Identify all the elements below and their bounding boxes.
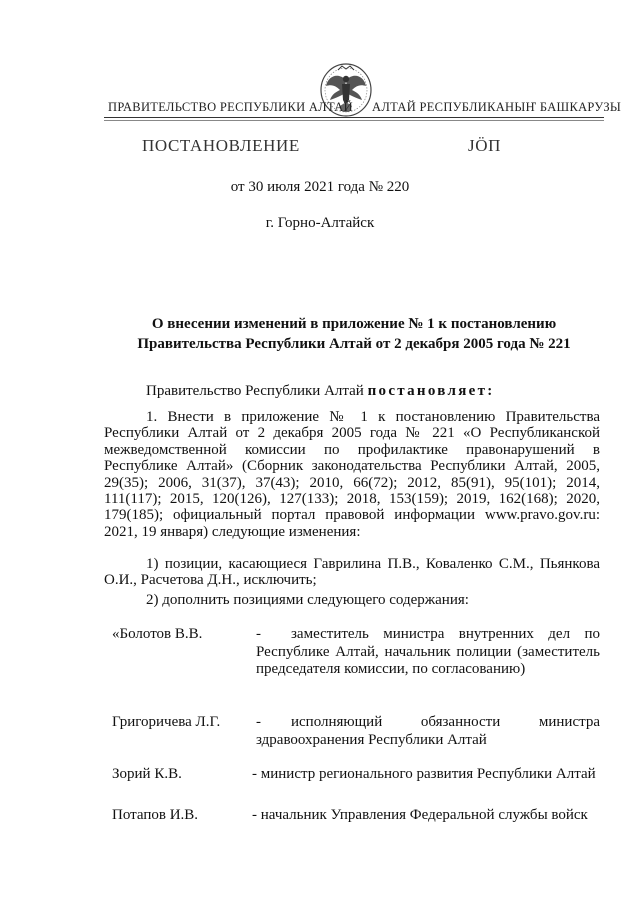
header-rule-secondary [104, 120, 604, 121]
member-role [256, 626, 600, 679]
member-role: - министр регионального развития Республики Алтай [252, 766, 596, 782]
member-name: Григоричева Л.Г. [112, 714, 221, 730]
member-role: - начальник Управления Федеральной службы войск [252, 807, 588, 823]
document-city: г. Горно-Алтайск [265, 215, 375, 231]
member-name: Потапов И.В. [112, 807, 199, 823]
doc-type-alt: ЈӦП [468, 136, 501, 155]
member-dash: - [256, 626, 261, 642]
member-name: «Болотов В.В. [112, 626, 203, 642]
government-title-alt: АЛТАЙ РЕСПУБЛИКАНЫҤ БАШКАРУЗЫ [372, 100, 622, 114]
member-role-text: заместитель министра внутренних дел по Республике Алтай, начальник полиции (заместитель председателя комиссии, по согласованию) [256, 626, 600, 677]
member-dash: - [256, 714, 261, 730]
paragraph-3: 2) дополнить позициями следующего содержания: [146, 592, 469, 608]
header-rule [104, 117, 604, 118]
doc-type-ru: ПОСТАНОВЛЕНИЕ [142, 136, 300, 155]
preamble-verb: постановляет: [367, 383, 495, 399]
paragraph-1: 1. Внести в приложение № 1 к постановлению Правительства Республики Алтай от 2 декабря 2005 года № 221 «О Республиканской межведомственной комиссии по профилактике правонарушений в Республике Алтай» (Сборник законодательства Республики Алтай, 2005, 29(35); 2006, 31(37), 37(43); 2010, 66(72); 2012, 85(91), 95(101); 2014, 111(117); 2015, 120(126), 127(133); 2018, 153(159); 2019, 162(168); 2020, 179(185); официальный портал правовой информации www.pravo.gov.ru: 2021, 19 января) следующие изменения: [104, 409, 600, 540]
member-role [256, 714, 600, 749]
government-title-ru: ПРАВИТЕЛЬСТВО РЕСПУБЛИКИ АЛТАЙ [108, 100, 353, 114]
member-name: Зорий К.В. [112, 766, 182, 782]
member-role-text: исполняющий обязанности министра здравоохранения Республики Алтай [256, 714, 600, 748]
title-line-2: Правительства Республики Алтай от 2 декабря 2005 года № 221 [137, 336, 571, 352]
document-title [104, 314, 604, 354]
preamble [146, 383, 495, 400]
document-date: от 30 июля 2021 года № 220 [230, 179, 410, 195]
title-line-1: О внесении изменений в приложение № 1 к постановлению [151, 316, 557, 332]
preamble-lead: Правительство Республики Алтай [146, 383, 364, 399]
paragraph-2: 1) позиции, касающиеся Гаврилина П.В., Коваленко С.М., Пьянкова О.И., Расчетова Д.Н., исключить; [104, 556, 600, 589]
